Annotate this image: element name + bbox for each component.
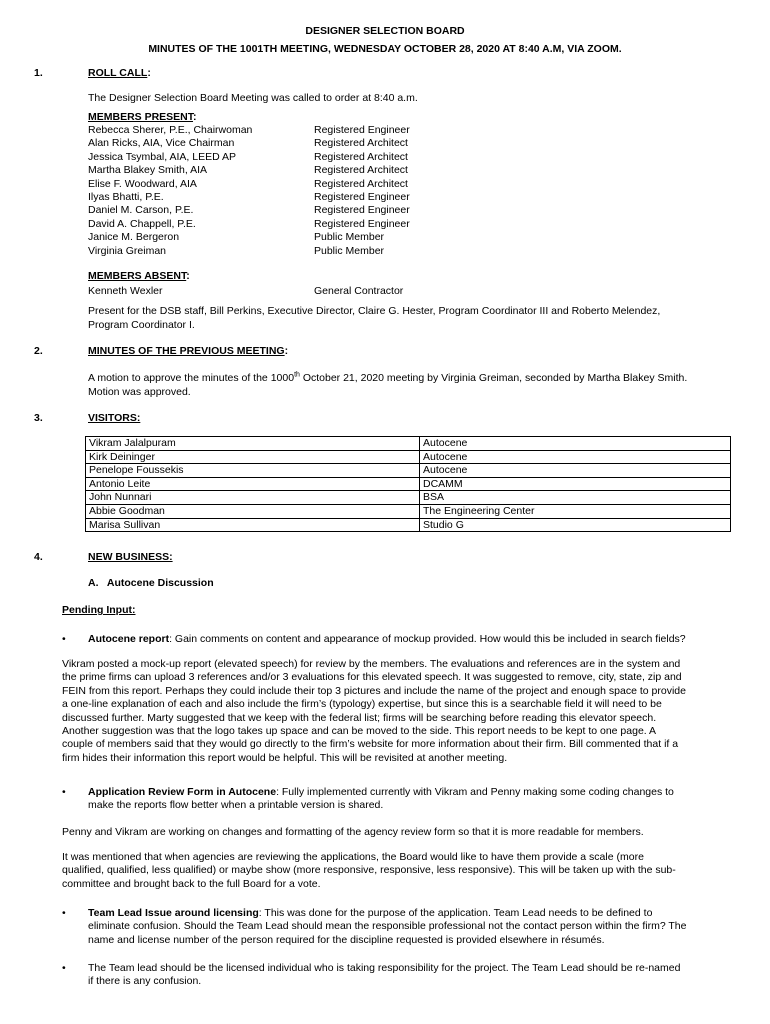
bullet-team-lead-licensing (88, 907, 738, 947)
roll-call-intro: The Designer Selection Board Meeting was called to order at 8:40 a.m. (88, 92, 418, 104)
visitors-table (85, 436, 731, 532)
bullet-line: The Team lead should be the licensed individual who is taking responsibility for the project. The Team Lead should be re-named (88, 962, 681, 974)
table-row (86, 464, 731, 478)
visitor-org: The Engineering Center (420, 504, 731, 518)
bullet-title: Team Lead Issue around licensing (88, 907, 259, 919)
section-2-heading (88, 345, 288, 358)
bullet-line: name and license number of the person required for the discipline requested is provided elsewhere in résumés. (88, 933, 605, 946)
bullet-marker: • (62, 962, 66, 974)
bullet-line: make the reports flow better when a printable version is shared. (88, 799, 384, 812)
bullet-title: Autocene report (88, 633, 170, 645)
member-name: Rebecca Sherer, P.E., Chairwoman (88, 124, 253, 136)
previous-minutes-text (88, 372, 687, 385)
paragraph-line: It was mentioned that when agencies are reviewing the applications, the Board would like to have them provide a scale (more (62, 851, 644, 863)
paragraph-line: qualified, qualified, less qualified) or maybe show (more responsive, responsive, less responsive). This will be taken up with the sub- (62, 864, 676, 877)
member-role: Registered Engineer (314, 217, 410, 230)
bullet-text: : This was done for the purpose of the application. Team Lead needs to be defined to (258, 907, 653, 919)
member-name: Elise F. Woodward, AIA (88, 177, 197, 190)
visitor-name: Kirk Deininger (86, 450, 420, 464)
bullet-line: if there is any confusion. (88, 975, 202, 988)
previous-minutes-heading: MINUTES OF THE PREVIOUS MEETING (88, 345, 285, 357)
member-name: Martha Blakey Smith, AIA (88, 164, 208, 177)
member-role: Registered Engineer (314, 124, 410, 136)
paragraph-line: firm hides their information this report would be helpful. This will be revisited at another meeting. (62, 751, 508, 764)
members-absent-label: MEMBERS ABSENT (88, 270, 187, 282)
section-1-number: 1. (34, 67, 43, 79)
member-name: Daniel M. Carson, P.E. (88, 204, 194, 217)
document-subtitle: MINUTES OF THE 1001TH MEETING, WEDNESDAY OCTOBER 28, 2020 AT 8:40 A.M, VIA ZOOM. (148, 43, 622, 55)
motion-text-b: October 21, 2020 meeting by Virginia Greiman, seconded by Martha Blakey Smith. (299, 372, 688, 384)
member-name: David A. Chappell, P.E. (88, 217, 196, 230)
visitor-name: Vikram Jalalpuram (86, 437, 420, 451)
bullet-text: : Gain comments on content and appearance of mockup provided. How would this be included in search fields? (169, 633, 686, 645)
section-3-number: 3. (34, 412, 43, 424)
members-present-roles (314, 124, 410, 258)
members-present-label: MEMBERS PRESENT (88, 111, 194, 123)
visitor-org: Autocene (420, 437, 731, 451)
new-business-heading: NEW BUSINESS: (88, 551, 173, 563)
members-absent-heading: MEMBERS ABSENT: (88, 270, 190, 282)
previous-minutes-colon: : (284, 345, 289, 357)
ordinal-suffix: th (294, 371, 300, 379)
bullet-autocene-report (88, 633, 738, 646)
absent-member-role: General Contractor (314, 285, 404, 297)
document-title: DESIGNER SELECTION BOARD (305, 25, 465, 37)
visitor-org: BSA (420, 491, 731, 505)
roll-call-colon: : (147, 67, 151, 79)
paragraph-line: a one-line explanation of each and also include the firm’s (typology) expertise, but since this is a searchable field it will need to be (62, 698, 662, 711)
autocene-report-paragraph (62, 658, 742, 765)
member-name: Virginia Greiman (88, 244, 167, 257)
member-role: Registered Architect (314, 164, 408, 177)
visitor-name: John Nunnari (86, 491, 420, 505)
table-row (86, 450, 731, 464)
bullet-marker: • (62, 786, 66, 798)
paragraph-line: committee and brought back to the full Board for a vote. (62, 877, 321, 890)
review-form-paragraph: Penny and Vikram are working on changes and formatting of the agency review form so that it is more readable for members. (62, 826, 644, 838)
visitors-heading: VISITORS: (88, 412, 141, 424)
table-row (86, 477, 731, 491)
visitor-name: Antonio Leite (86, 477, 420, 491)
agency-scale-paragraph (62, 851, 742, 891)
bullet-marker: • (62, 633, 66, 645)
absent-member-name: Kenneth Wexler (88, 285, 163, 297)
member-name: Alan Ricks, AIA, Vice Chairman (88, 137, 235, 150)
visitor-org: DCAMM (420, 477, 731, 491)
table-row (86, 518, 731, 532)
member-role: Registered Engineer (314, 190, 410, 203)
visitor-org: Autocene (420, 450, 731, 464)
bullet-line (88, 907, 738, 920)
autocene-discussion-heading: A. Autocene Discussion (88, 577, 214, 589)
bullet-title: Application Review Form in Autocene (88, 786, 277, 798)
visitor-name: Marisa Sullivan (86, 518, 420, 532)
motion-text-a: A motion to approve the minutes of the 1000 (88, 372, 295, 384)
member-name: Ilyas Bhatti, P.E. (88, 190, 164, 203)
section-2-number: 2. (34, 345, 43, 357)
bullet-text: : Fully implemented currently with Vikram and Penny making some coding changes to (276, 786, 674, 798)
member-role: Public Member (314, 231, 385, 244)
table-row (86, 491, 731, 505)
member-role: Registered Architect (314, 177, 408, 190)
table-row (86, 504, 731, 518)
member-role: Registered Architect (314, 150, 408, 163)
section-4-number: 4. (34, 551, 43, 563)
member-name: Jessica Tsymbal, AIA, LEED AP (88, 150, 237, 163)
bullet-team-lead-licensed (88, 962, 738, 989)
table-row (86, 437, 731, 451)
paragraph-line: couple of members said that they would go directly to the firm’s website for more information about their firm. Bill commented that if a (62, 738, 679, 751)
section-1-heading (88, 67, 151, 80)
paragraph-line: Vikram posted a mock-up report (elevated speech) for review by the members. The evaluations and references are in the system and (62, 658, 681, 670)
bullet-line (88, 786, 738, 799)
visitor-name: Abbie Goodman (86, 504, 420, 518)
visitor-name: Penelope Foussekis (86, 464, 420, 478)
paragraph-line: the prime firms can upload 3 references and/or 3 evaluations for this elevated speech. It was suggested to remove, city, state, zip and (62, 671, 682, 684)
members-present-names (88, 124, 252, 258)
roll-call-heading: ROLL CALL (88, 67, 148, 79)
staff-present-line-2: Program Coordinator I. (88, 319, 195, 331)
visitor-org: Studio G (420, 518, 731, 532)
bullet-line: eliminate confusion. Should the Team Lead should mean the responsible professional not the contact person within the firm? The (88, 920, 687, 933)
member-role: Registered Engineer (314, 204, 410, 217)
paragraph-line: discussed further. Marty suggested that we keep with the federal list; firms will be searching before reading this elevator speech. (62, 711, 657, 724)
member-role: Registered Architect (314, 137, 408, 150)
visitor-org: Autocene (420, 464, 731, 478)
bullet-marker: • (62, 907, 66, 919)
paragraph-line: FEIN from this report. Perhaps they could include their top 3 pictures and include the name of the project and enough space to provide (62, 684, 686, 697)
paragraph-line: Another suggestion was that the logo takes up space and can be moved to the side. This report needs to be kept to one page. A (62, 724, 657, 737)
pending-input-heading: Pending Input: (62, 604, 136, 616)
motion-approved-text: Motion was approved. (88, 386, 191, 398)
member-role: Public Member (314, 244, 385, 257)
staff-present-line-1: Present for the DSB staff, Bill Perkins, Executive Director, Claire G. Hester, Program Coordinator III and Roberto Melendez, (88, 305, 661, 317)
members-present-heading: MEMBERS PRESENT: (88, 111, 197, 123)
bullet-application-review-form (88, 786, 738, 813)
member-name: Janice M. Bergeron (88, 231, 180, 244)
